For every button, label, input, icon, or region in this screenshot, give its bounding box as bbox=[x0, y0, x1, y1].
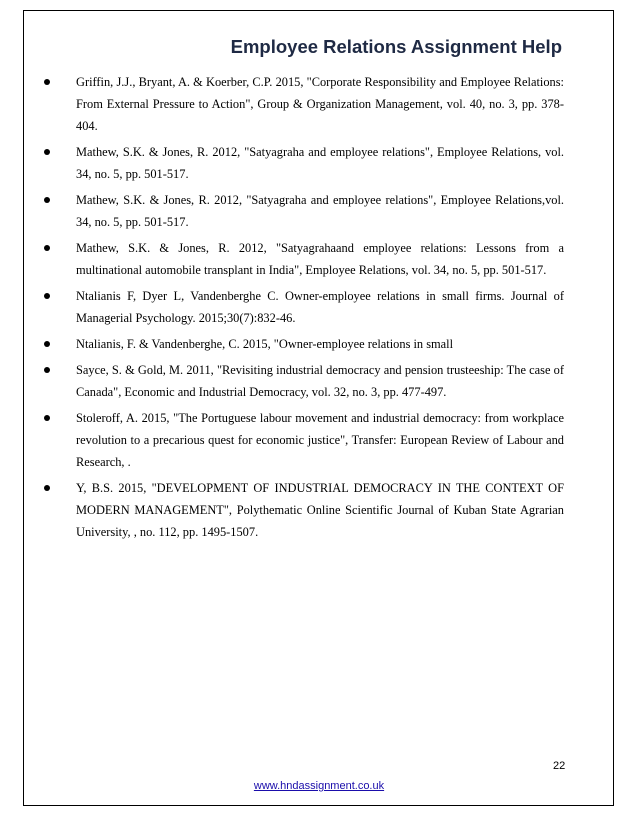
bullet-icon bbox=[44, 293, 50, 299]
reference-item bbox=[44, 71, 564, 137]
reference-item bbox=[44, 333, 564, 355]
reference-item bbox=[44, 237, 564, 281]
bullet-icon bbox=[44, 485, 50, 491]
reference-item bbox=[44, 189, 564, 233]
bullet-icon bbox=[44, 341, 50, 347]
bullet-icon bbox=[44, 245, 50, 251]
reference-item bbox=[44, 285, 564, 329]
bullet-icon bbox=[44, 367, 50, 373]
reference-text: Stoleroff, A. 2015, "The Portuguese labour movement and industrial democracy: from workplace revolution to a precarious quest for economic justice", Transfer: European Review of Labour and Research, . bbox=[76, 411, 564, 469]
page-number: 22 bbox=[553, 760, 566, 772]
reference-item bbox=[44, 359, 564, 403]
bullet-icon bbox=[44, 415, 50, 421]
reference-text: Mathew, S.K. & Jones, R. 2012, "Satyagrahaand employee relations: Lessons from a multinational automobile transplant in India", Employee Relations, vol. 34, no. 5, pp. 501-517. bbox=[76, 241, 564, 277]
footer-link[interactable]: www.hndassignment.co.uk bbox=[253, 780, 385, 792]
bullet-icon bbox=[44, 149, 50, 155]
reference-item bbox=[44, 477, 564, 543]
reference-text: Mathew, S.K. & Jones, R. 2012, "Satyagraha and employee relations", Employee Relations, vol. 34, no. 5, pp. 501-517. bbox=[76, 145, 564, 181]
reference-text: Y, B.S. 2015, "DEVELOPMENT OF INDUSTRIAL DEMOCRACY IN THE CONTEXT OF MODERN MANAGEMENT", Polythematic Online Scientific Journal of Kuban State Agrarian University, , no. 112, pp. 1495-1507. bbox=[76, 481, 564, 539]
bullet-icon bbox=[44, 79, 50, 85]
reference-text: Mathew, S.K. & Jones, R. 2012, "Satyagraha and employee relations", Employee Relations,vol. 34, no. 5, pp. 501-517. bbox=[76, 193, 564, 229]
reference-text: Ntalianis F, Dyer L, Vandenberghe C. Owner-employee relations in small firms. Journal of Managerial Psychology. 2015;30(7):832-46. bbox=[76, 289, 564, 325]
reference-list bbox=[44, 71, 564, 547]
page-title: Employee Relations Assignment Help bbox=[230, 36, 562, 57]
reference-text: Sayce, S. & Gold, M. 2011, "Revisiting industrial democracy and pension trusteeship: The case of Canada", Economic and Industrial Democracy, vol. 32, no. 3, pp. 477-497. bbox=[76, 363, 564, 399]
reference-item bbox=[44, 141, 564, 185]
reference-text: Griffin, J.J., Bryant, A. & Koerber, C.P. 2015, "Corporate Responsibility and Employee Relations: From External Pressure to Action", Group & Organization Management, vol. 40, no. 3, pp. 378-404. bbox=[76, 75, 564, 133]
reference-item bbox=[44, 407, 564, 473]
reference-text: Ntalianis, F. & Vandenberghe, C. 2015, "Owner-employee relations in small bbox=[76, 337, 454, 351]
bullet-icon bbox=[44, 197, 50, 203]
